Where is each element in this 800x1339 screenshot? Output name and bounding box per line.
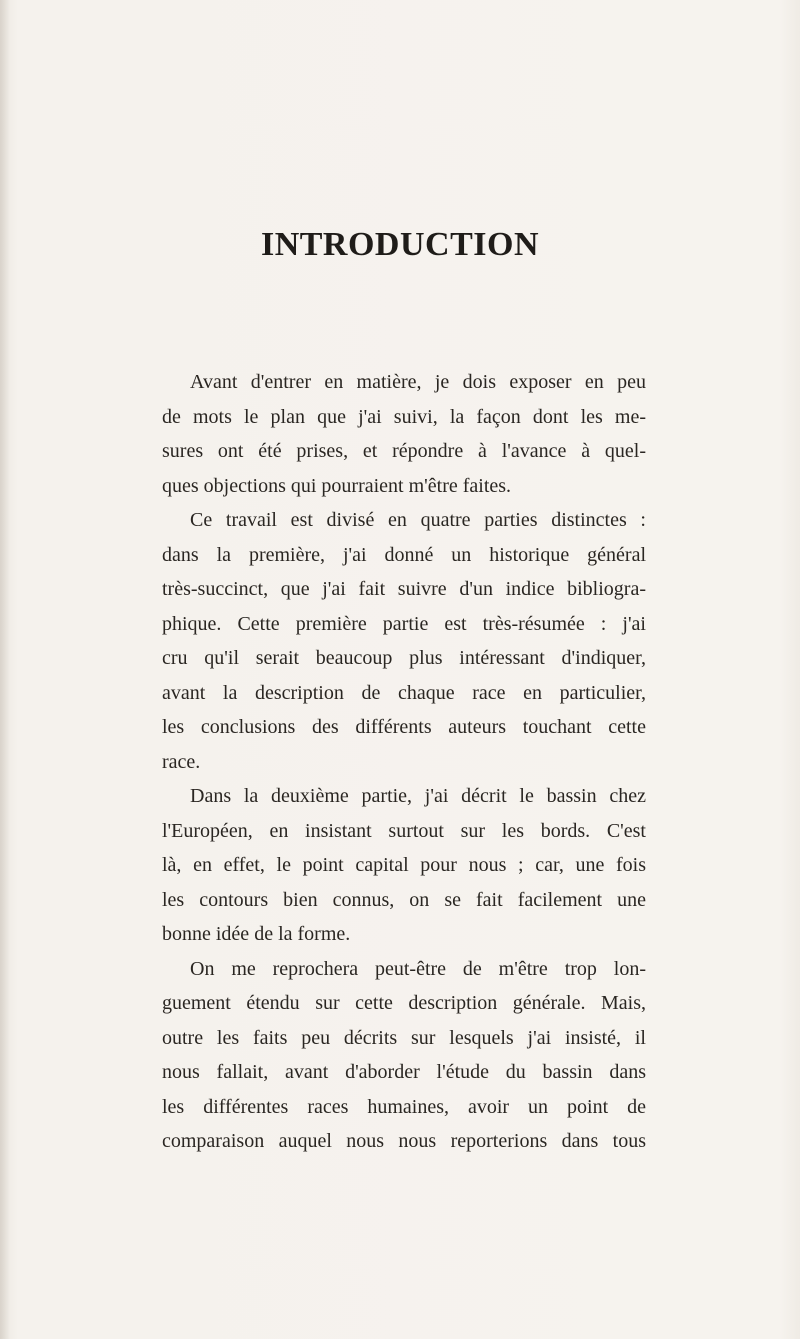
text-line: l'Européen, en insistant surtout sur les bords. C'est — [162, 819, 646, 842]
text-line: Avant d'entrer en matière, je dois exposer en peu — [190, 371, 646, 393]
text-line: les différentes races humaines, avoir un point de — [162, 1095, 646, 1118]
body-text — [162, 365, 646, 1159]
text-line: bonne idée de la forme. — [162, 923, 351, 945]
text-line: phique. Cette première partie est très-résumée : j'ai — [162, 612, 646, 635]
text-line: On me reprochera peut-être de m'être trop lon- — [190, 957, 646, 980]
text-line: dans la première, j'ai donné un historique général — [162, 543, 646, 566]
text-line: guement étendu sur cette description générale. Mais, — [162, 992, 646, 1014]
text-line: Dans la deuxième partie, j'ai décrit le bassin chez — [190, 785, 646, 807]
text-line: nous fallait, avant d'aborder l'étude du bassin dans — [162, 1061, 646, 1083]
text-line: là, en effet, le point capital pour nous ; car, une fois — [162, 854, 646, 876]
text-line: ques objections qui pourraient m'être faites. — [162, 474, 512, 497]
text-line: de mots le plan que j'ai suivi, la façon dont les me- — [162, 405, 646, 428]
chapter-title: INTRODUCTION — [260, 226, 540, 263]
text-line: les contours bien connus, on se fait facilement une — [162, 888, 646, 911]
text-line: outre les faits peu décrits sur lesquels j'ai insisté, il — [162, 1026, 646, 1049]
text-line: Ce travail est divisé en quatre parties distinctes : — [190, 509, 646, 531]
text-line: race. — [162, 750, 201, 773]
text-line: très-succinct, que j'ai fait suivre d'un indice bibliogra- — [162, 578, 646, 600]
text-line: cru qu'il serait beaucoup plus intéressant d'indiquer, — [162, 647, 646, 669]
text-line: avant la description de chaque race en particulier, — [162, 681, 646, 704]
text-line: comparaison auquel nous nous reporterions dans tous — [162, 1130, 646, 1152]
text-line: sures ont été prises, et répondre à l'avance à quel- — [162, 440, 646, 462]
page-spine-shadow — [0, 0, 10, 1339]
text-line: les conclusions des différents auteurs touchant cette — [162, 716, 646, 738]
